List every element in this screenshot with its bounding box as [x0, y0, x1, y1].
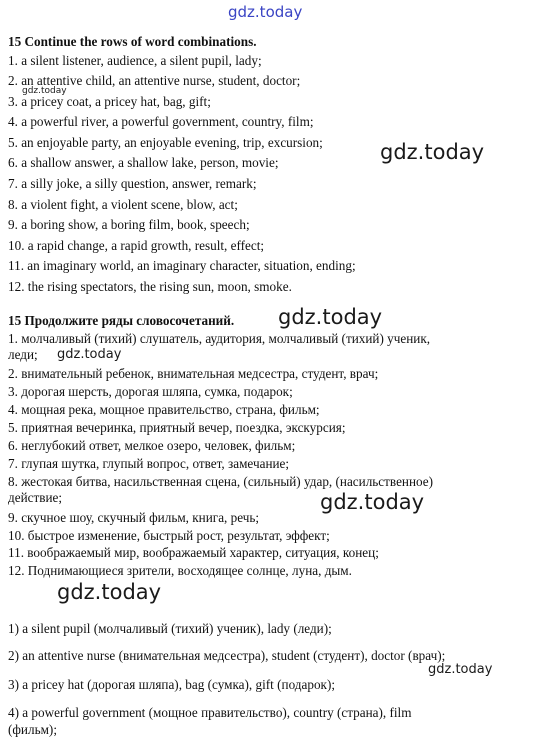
en-item-9: 9. a boring show, a boring film, book, speech; [8, 217, 250, 232]
ru-line-12: 10. быстрое изменение, быстрый рост, результат, эффект; [8, 528, 330, 543]
answer-line-3: 3) a pricey hat (дорогая шляпа), bag (сумка), gift (подарок); [8, 677, 335, 692]
en-item-3: 3. a pricey coat, a pricey hat, bag, gift; [8, 94, 211, 109]
watermark-4: gdz.today [320, 490, 425, 514]
en-item-6: 6. a shallow answer, a shallow lake, person, movie; [8, 155, 279, 170]
title-ru: 15 Продолжите ряды словосочетаний. [8, 313, 235, 328]
answer-line-1: 1) a silent pupil (молчаливый (тихий) ученик), lady (леди); [8, 621, 332, 636]
en-item-2: 2. an attentive child, an attentive nurse, student, doctor; [8, 73, 301, 88]
answer-line-2: 2) an attentive nurse (внимательная медсестра), student (студент), doctor (врач); [8, 648, 446, 663]
ru-line-13: 11. воображаемый мир, воображаемый характер, ситуация, конец; [8, 545, 379, 560]
en-item-1: 1. a silent listener, audience, a silent pupil, lady; [8, 53, 262, 68]
en-item-12: 12. the rising spectators, the rising sun, moon, smoke. [8, 279, 292, 294]
ru-line-9: 8. жестокая битва, насильственная сцена, (сильный) удар, (насильственное) [8, 474, 434, 489]
ru-line-2: леди; [8, 347, 38, 362]
watermark-tiny: gdz.today [22, 86, 67, 96]
watermark-2: gdz.today [278, 305, 383, 329]
en-item-7: 7. a silly joke, a silly question, answer, remark; [8, 176, 257, 191]
answer-line-5: (фильм); [8, 722, 57, 737]
ru-line-10: действие; [8, 490, 63, 505]
en-item-4: 4. a powerful river, a powerful government, country, film; [8, 114, 314, 129]
ru-line-4: 3. дорогая шерсть, дорогая шляпа, сумка, подарок; [8, 384, 293, 399]
en-item-10: 10. a rapid change, a rapid growth, result, effect; [8, 238, 265, 253]
watermark-5: gdz.today [57, 580, 162, 604]
watermark-6: gdz.today [428, 662, 493, 677]
en-item-11: 11. an imaginary world, an imaginary character, situation, ending; [8, 258, 356, 273]
en-item-8: 8. a violent fight, a violent scene, blow, act; [8, 197, 238, 212]
watermark-1: gdz.today [380, 140, 485, 164]
ru-line-6: 5. приятная вечеринка, приятный вечер, поездка, экскурсия; [8, 420, 346, 435]
title-en: 15 Continue the rows of word combinations. [8, 34, 257, 49]
watermark-3: gdz.today [57, 347, 122, 362]
ru-line-11: 9. скучное шоу, скучный фильм, книга, речь; [8, 510, 260, 525]
watermark-top: gdz.today [228, 3, 303, 21]
answer-line-4: 4) a powerful government (мощное правительство), country (страна), film [8, 705, 412, 720]
ru-line-7: 6. неглубокий ответ, мелкое озеро, человек, фильм; [8, 438, 296, 453]
ru-line-5: 4. мощная река, мощное правительство, страна, фильм; [8, 402, 320, 417]
ru-line-3: 2. внимательный ребенок, внимательная медсестра, студент, врач; [8, 366, 379, 381]
ru-line-8: 7. глупая шутка, глупый вопрос, ответ, замечание; [8, 456, 290, 471]
ru-line-14: 12. Поднимающиеся зрители, восходящее солнце, луна, дым. [8, 563, 352, 578]
ru-line-1: 1. молчаливый (тихий) слушатель, аудитория, молчаливый (тихий) ученик, [8, 331, 431, 346]
en-item-5: 5. an enjoyable party, an enjoyable evening, trip, excursion; [8, 135, 323, 150]
